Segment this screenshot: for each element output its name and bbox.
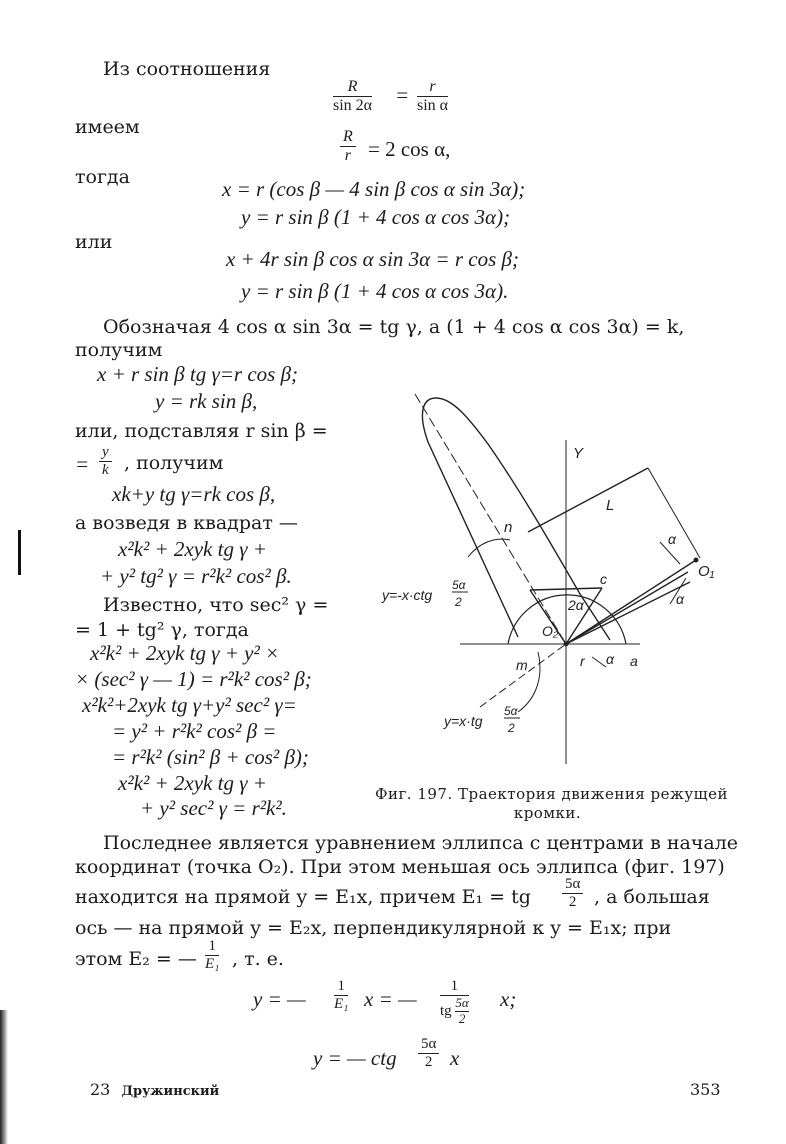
eq-c: xk+y tg γ=rk cos β, [112,482,276,506]
final1-f1num: 1 [334,978,348,996]
ratio-right-den: sin α [417,97,449,115]
label-line-top-fnum: 5α [452,578,466,592]
text-podstavlyaya: или, подставляя r sin β = [75,420,328,442]
final2-a: y = — ctg [313,1046,397,1070]
eq-y1: y = r sin β (1 + 4 cos α cos 3α); [241,205,511,229]
label-n: n [504,519,513,536]
label-imeem: имеем [75,116,140,138]
frac-y-k [99,444,112,480]
label-line-bottom-fden: 2 [508,721,515,735]
para4: ось — на прямой y = E₂x, перпендикулярной к y = E₁x; при [75,917,672,939]
text-vozvedya: а возведя в квадрат — [75,512,298,534]
figure-197 [370,372,720,780]
final2-fden: 2 [424,1054,433,1071]
eq-x2: x + 4r sin β cos α sin 3α = r cos β; [226,247,519,271]
label-ili: или [75,231,113,253]
label-togda: тогда [75,166,130,188]
final1-f2den-fnum: 5α [455,995,469,1011]
eq-f1: x²k² + 2xyk tg γ + [118,771,267,795]
final1-c: x; [500,987,517,1011]
eq-x1: x = r (cos β — 4 sin β cos α sin 3α); [222,177,526,201]
figure-caption [375,785,728,823]
label-alpha-3: α [606,651,614,667]
scan-edge [0,1010,8,1144]
final1-frac1 [334,978,348,1014]
final1-f2den-tg: tg [440,1003,452,1020]
label-line-top: y=-x·ctg [382,587,433,603]
ratio-right [417,78,448,116]
footer-signature [90,1080,219,1099]
text-izvestno2: = 1 + tg² γ, тогда [75,619,249,641]
text-izvestno: Известно, что sec² γ = [103,594,329,616]
final1-f2num: 1 [440,978,469,996]
eq-d1: x²k² + 2xyk tg γ + [118,537,267,561]
para1: Последнее является уравнением эллипса с центрами в начале [103,832,739,854]
intro-text: Из соотношения [103,58,271,80]
para3-b: , а большая [594,886,710,908]
eq-e4: = y² + r²k² cos² β = [112,719,277,743]
final1-a: y = — [253,987,306,1011]
final1-b: x = — [364,987,417,1011]
para3-a: находится на прямой y = E₁x, причем E₁ = tg [75,886,531,908]
eq-y2: y = r sin β (1 + 4 cos α cos 3α). [241,279,509,303]
poluchim: получим [75,339,163,361]
signature-num: 23 [90,1080,111,1099]
line-pos-tg [480,644,566,707]
frac-k: k [102,462,109,479]
para3-frac [562,876,583,912]
label-2alpha: 2α [568,597,584,613]
caption-line2: кромки. [513,804,582,822]
frac-R-num: R [340,128,356,147]
label-O2: O₂ [542,623,559,639]
scan-mark [18,530,21,575]
para3-fnum: 5α [562,876,583,894]
ratio-left-den: sin 2α [333,97,373,115]
final1-f1den: E₁ [334,996,349,1013]
para5-frac [205,938,219,974]
frac-R-r [340,128,356,166]
label-a: a [630,653,638,669]
label-r: r [580,653,585,669]
label-line-bottom: y=x·tg [444,713,483,729]
final1-f2den-frac [455,996,468,1027]
label-L: L [606,497,615,514]
label-line-bottom-fnum: 5α [504,704,518,718]
final1-frac2 [440,978,469,1027]
label-O1: O₁ [698,563,715,580]
label-Y: Y [573,445,584,462]
ratio-equals: = [395,83,410,107]
eq-e1: x²k² + 2xyk tg γ + y² × [90,641,280,665]
para5-fnum: 1 [205,938,219,956]
signature-name: Дружинский [121,1084,220,1099]
final1-f2den [440,996,469,1027]
eq-e2: × (sec² γ — 1) = r²k² cos² β; [75,667,312,691]
eq-b: y = rk sin β, [155,389,258,413]
para5-b: , т. е. [232,948,284,970]
eq-Rr-rest: = 2 cos α, [368,137,451,161]
label-m: m [516,657,528,673]
final2-b: x [450,1046,460,1070]
line-neg-ctg [415,394,566,644]
page-number: 353 [690,1080,721,1099]
frac-r-den: r [344,147,351,165]
ratio-left [333,78,372,116]
label-c: c [600,571,607,587]
eq-e5: = r²k² (sin² β + cos² β); [112,745,309,769]
para5-a: этом E₂ = — [75,948,197,970]
eq-frac-prefix: = [75,452,90,476]
dim-L [528,468,648,532]
text-poluchim2: , получим [124,452,224,474]
ratio-left-num: R [333,78,372,97]
eq-d2: + y² tg² γ = r²k² cos² β. [100,564,292,588]
final1-f2den-fden: 2 [458,1011,466,1027]
oboznachaya-line: Обозначая 4 cos α sin 3α = tg γ, а (1 + 4 cos α cos 3α) = k, [103,316,685,338]
frac-y: y [99,444,112,462]
label-alpha-2: α [676,591,684,607]
para2: координат (точка O₂). При этом меньшая ось эллипса (фиг. 197) [75,856,725,878]
para3-fden: 2 [568,894,577,911]
final2-frac [418,1036,439,1072]
eq-f2: + y² sec² γ = r²k². [140,796,287,820]
label-alpha-1: α [668,531,676,547]
eq-a: x + r sin β tg γ=r cos β; [97,362,299,386]
final2-fnum: 5α [418,1036,439,1054]
eq-e3: x²k²+2xyk tg γ+y² sec² γ= [82,693,297,717]
para5-fden: E₁ [205,956,220,973]
ratio-right-num: r [417,78,448,97]
label-line-top-fden: 2 [455,595,462,609]
caption-line1: Фиг. 197. Траектория движения режущей [375,785,728,803]
